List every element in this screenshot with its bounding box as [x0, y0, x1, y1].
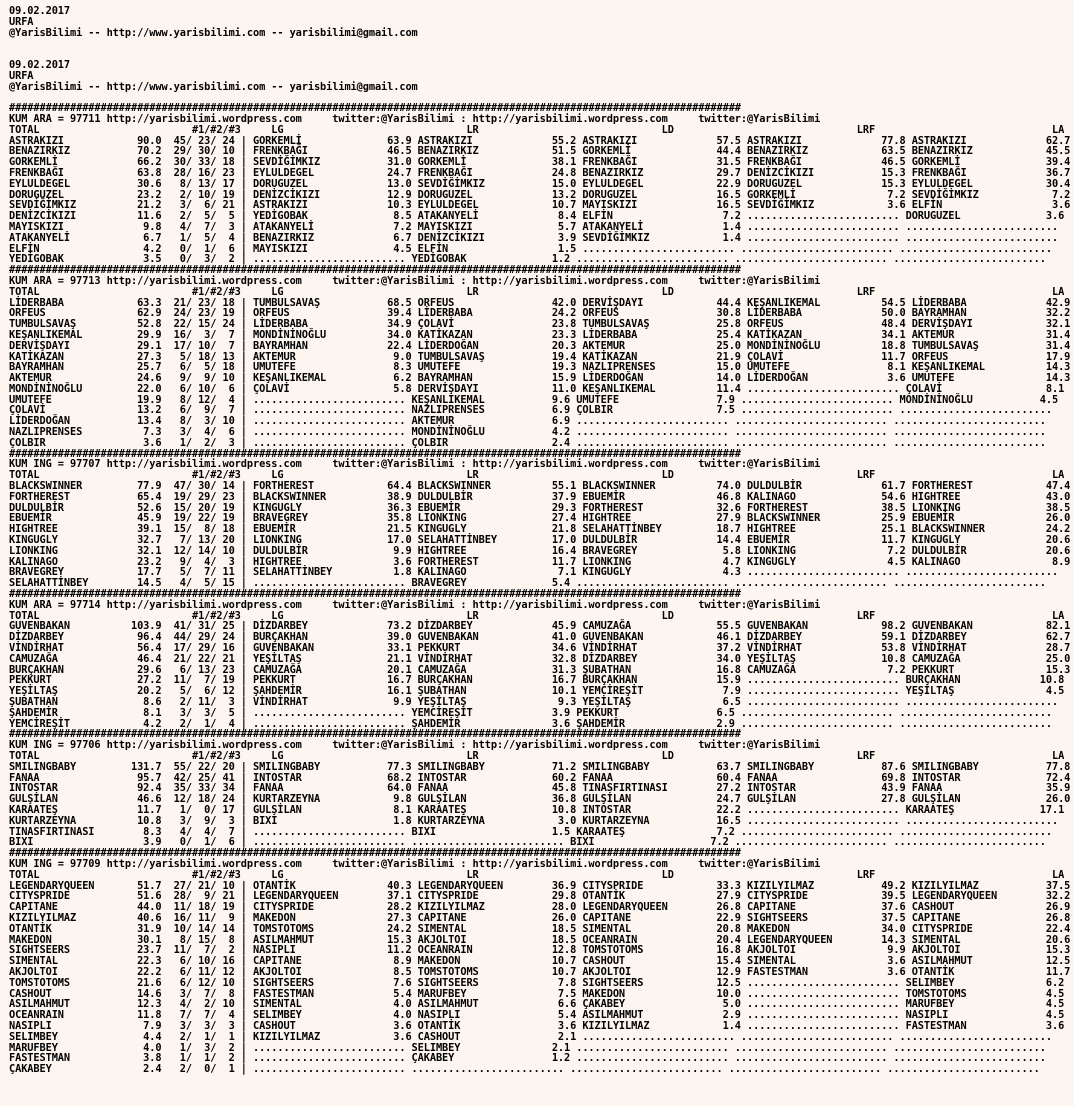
horse-row: CAPITANE 44.0 11/ 18/ 19 | CITYSPRIDE 28.2 KIZILYILMAZ 28.0 LEGENDARYQUEEN 26.8 CAPITANE 37.6 CASHOUT 26.9	[9, 901, 1071, 914]
horse-row: ÇAKABEY 2.4 2/ 0/ 1 | ......................... ......................... ......................... ......................... .........................	[9, 1063, 1040, 1076]
horse-row: KEŞANLIKEMAL 29.9 16/ 3/ 7 | MONDİNİNOĞLU 34.0 KATİKAZAN 23.3 LİDERBABA 25.4 KATİKAZAN 34.1 AKTEMUR 31.4	[9, 328, 1071, 341]
section-title: KUM ARA = 97714 http://yarisbilimi.wordpress.com twitter:@YarisBilimi : http://yarisbilimi.wordpress.com twitter:@YarisBilimi	[9, 598, 821, 611]
header-city-repeat: URFA	[9, 69, 34, 82]
horse-row: ŞUBATHAN 8.6 2/ 11/ 3 | VİNDİRHAT 9.9 YEŞİLTAŞ 9.3 YEŞİLTAŞ 6.5 ......................... .........................	[9, 696, 1059, 708]
horse-row: LİDERBABA 63.3 21/ 23/ 18 | TUMBULSAVAŞ 68.5 ORFEUS 42.0 DERVİŞDAYI 44.4 KEŞANLIKEMAL 54.5 LİDERBABA 42.9	[9, 296, 1071, 309]
section-column-header: TOTAL #1/#2/#3 LG LR LD LRF LA	[9, 609, 1065, 622]
horse-row: DERVİŞDAYI 29.1 17/ 10/ 7 | BAYRAMHAN 22.4 LİDERDOĞAN 20.3 AKTEMUR 25.0 MONDİNİNOĞLU 18.8 TUMBULSAVAŞ 31.4	[9, 339, 1071, 352]
horse-row: MAYISKIZI 9.8 4/ 7/ 3 | ATAKANYELİ 7.2 MAYISKIZI 5.7 ATAKANYELİ 1.4 ......................... .........................	[9, 220, 1059, 233]
horse-row: FRENKBAĞI 63.8 28/ 16/ 23 | EYLULDEGEL 24.7 FRENKBAĞI 24.8 BENAZIRKIZ 29.7 DENİZCİKIZI 15.3 FRENKBAĞI 36.7	[9, 166, 1071, 179]
horse-row: DİZDARBEY 96.4 44/ 29/ 24 | BURÇAKHAN 39.0 GUVENBAKAN 41.0 GUVENBAKAN 46.1 DİZDARBEY 59.1 DİZDARBEY 62.7	[9, 631, 1071, 644]
horse-row: INTOSTAR 92.4 35/ 33/ 34 | FANAA 64.0 FANAA 45.8 TINASFIRTINASI 27.2 INTOSTAR 43.9 FANAA 35.9	[9, 782, 1071, 795]
horse-row: ŞAHDEMİR 8.1 3/ 3/ 5 | ......................... YEMCİREŞİT 3.9 PEKKURT 6.5 ......................... .........................	[9, 706, 1052, 719]
horse-row: SEVDİĞİMKIZ 21.2 3/ 6/ 21 | ASTRAKIZI 10.3 EYLULDEGEL 10.7 MAYISKIZI 16.5 SEVDİĞİMKIZ 3.6 ELFİN 3.6	[9, 199, 1071, 212]
header-contact: @YarisBilimi -- http://www.yarisbilimi.com -- yarisbilimi@gmail.com	[9, 26, 418, 39]
horse-row: MARUFBEY 4.0 1/ 3/ 2 | ......................... SELIMBEY 2.1 ......................... ......................... .........................	[9, 1041, 1046, 1054]
horse-row: CITYSPRIDE 51.6 28/ 9/ 21 | LEGENDARYQUEEN 37.1 CITYSPRIDE 29.8 OTANTİK 27.9 CITYSPRIDE 39.5 LEGENDARYQUEEN 32.2	[9, 890, 1071, 903]
horse-row: ELFİN 4.2 0/ 1/ 6 | MAYISKIZI 4.5 ELFİN 1.5 ......................... ......................... .........................	[9, 242, 1052, 255]
race-sections	[9, 103, 1069, 1075]
horse-row: ASILMAHMUT 12.3 4/ 2/ 10 | SIMENTAL 4.0 ASILMAHMUT 6.6 ÇAKABEY 5.0 ......................... MARUFBEY 4.5	[9, 998, 1065, 1011]
race-section	[9, 265, 1069, 449]
horse-row: ÇOLBIR 3.6 1/ 2/ 3 | ......................... ÇOLBIR 2.4 ......................... ......................... .........................	[9, 436, 1046, 449]
race-section	[9, 848, 1069, 1075]
horse-row: MONDİNİNOĞLU 22.0 6/ 10/ 6 | ÇOLAVİ 5.8 DERVİŞDAYI 11.0 KEŞANLIKEMAL 11.4 ......................... ÇOLAVİ 8.1	[9, 382, 1065, 395]
horse-row: BAYRAMHAN 25.7 6/ 5/ 18 | UMUTEFE 8.3 UMUTEFE 19.3 NAZLIPRENSES 15.0 UMUTEFE 8.1 KEŞANLIKEMAL 14.3	[9, 361, 1071, 374]
horse-row: SELAHATTİNBEY 14.5 4/ 5/ 15 | ......................... BRAVEGREY 5.4 ......................... ......................... .........................	[9, 577, 1046, 590]
horse-row: GULŞİLAN 46.6 12/ 18/ 24 | KURTARZEYNA 9.8 GULŞİLAN 36.8 GULŞİLAN 24.7 GULŞİLAN 27.8 GULŞİLAN 26.0	[9, 793, 1071, 806]
horse-row: KARAATEŞ 11.7 1/ 0/ 17 | GULŞİLAN 8.1 KARAATEŞ 10.8 INTOSTAR 22.2 ......................... KARAATEŞ 17.1	[9, 803, 1065, 816]
header-spacer	[9, 38, 1069, 60]
race-section	[9, 589, 1069, 729]
section-separator: ########################################################################################################################	[9, 265, 741, 276]
header-spacer-2	[9, 92, 1069, 103]
horse-row: HIGHTREE 39.1 15/ 8/ 18 | EBUEMİR 21.5 KINGUGLY 21.8 SELAHATTİNBEY 18.7 HIGHTREE 25.1 BLACKSWINNER 24.2	[9, 523, 1071, 536]
horse-row: UMUTEFE 19.9 8/ 12/ 4 | ......................... KEŞANLIKEMAL 9.6 UMUTEFE 7.9 ......................... MONDİNİNOĞLU 4.5	[9, 393, 1059, 406]
horse-row: AKJOLTOI 22.2 6/ 11/ 12 | AKJOLTOI 8.5 TOMSTOTOMS 10.7 AKJOLTOI 12.9 FASTESTMAN 3.6 OTANTİK 11.7	[9, 965, 1071, 978]
horse-row: KIZILYILMAZ 40.6 16/ 11/ 9 | MAKEDON 27.3 CAPITANE 26.0 CAPITANE 22.9 SIGHTSEERS 37.5 CAPITANE 26.8	[9, 911, 1071, 924]
horse-row: BENAZIRKIZ 70.2 29/ 30/ 10 | FRENKBAĞI 46.5 BENAZIRKIZ 51.5 GORKEMLİ 44.4 BENAZIRKIZ 63.5 BENAZIRKIZ 45.5	[9, 145, 1071, 158]
horse-row: FANAA 95.7 42/ 25/ 41 | INTOSTAR 68.2 INTOSTAR 60.2 FANAA 60.4 FANAA 69.8 INTOSTAR 72.4	[9, 771, 1071, 784]
horse-row: OCEANRAIN 11.8 7/ 7/ 4 | SELIMBEY 4.0 NASIPLI 5.4 ASILMAHMUT 2.9 ......................... NASIPLI 4.5	[9, 1009, 1065, 1022]
horse-row: LEGENDARYQUEEN 51.7 27/ 21/ 10 | OTANTİK 40.3 LEGENDARYQUEEN 36.9 CITYSPRIDE 33.3 KIZILYILMAZ 49.2 KIZILYILMAZ 37.5	[9, 879, 1071, 892]
section-title: KUM ARA = 97713 http://yarisbilimi.wordpress.com twitter:@YarisBilimi : http://yarisbilimi.wordpress.com twitter:@YarisBilimi	[9, 274, 821, 287]
horse-row: YEDİGOBAK 3.5 0/ 3/ 2 | ......................... YEDİGOBAK 1.2 ......................... ......................... .........................	[9, 253, 1046, 266]
section-title: KUM ING = 97709 http://yarisbilimi.wordpress.com twitter:@YarisBilimi : http://yarisbilimi.wordpress.com twitter:@YarisBilimi	[9, 857, 821, 870]
document	[9, 6, 1069, 1075]
horse-row: BLACKSWINNER 77.9 47/ 30/ 14 | FORTHEREST 64.4 BLACKSWINNER 55.1 BLACKSWINNER 74.0 DULDULBİR 61.7 FORTHEREST 47.4	[9, 480, 1071, 493]
horse-row: YEŞİLTAŞ 20.2 5/ 6/ 12 | ŞAHDEMİR 16.1 ŞUBATHAN 10.1 YEMCİREŞİT 7.9 ......................... YEŞİLTAŞ 4.5	[9, 685, 1065, 698]
section-column-header: TOTAL #1/#2/#3 LG LR LD LRF LA	[9, 749, 1065, 762]
horse-row: BURÇAKHAN 29.6 6/ 13/ 23 | CAMUZAĞA 20.1 CAMUZAĞA 31.3 ŞUBATHAN 16.8 CAMUZAĞA 7.2 PEKKURT 15.3	[9, 663, 1071, 676]
horse-row: DENİZCİKIZI 11.6 2/ 5/ 5 | YEDİGOBAK 8.5 ATAKANYELİ 8.4 ELFİN 7.2 ......................... DORUGUZEL 3.6	[9, 210, 1065, 223]
horse-row: ORFEUS 62.9 24/ 23/ 19 | ORFEUS 39.4 LİDERBABA 24.2 ORFEUS 30.8 LİDERBABA 50.0 BAYRAMHAN 32.2	[9, 307, 1071, 320]
horse-row: LIONKING 32.1 12/ 14/ 10 | DULDULBİR 9.9 HIGHTREE 16.4 BRAVEGREY 5.8 LIONKING 7.2 DULDULBİR 20.6	[9, 544, 1071, 557]
horse-row: NASIPLI 7.9 3/ 3/ 3 | CASHOUT 3.6 OTANTİK 3.6 KIZILYILMAZ 1.4 ......................... FASTESTMAN 3.6	[9, 1019, 1065, 1032]
header-contact-repeat: @YarisBilimi -- http://www.yarisbilimi.com -- yarisbilimi@gmail.com	[9, 80, 418, 93]
horse-row: FORTHEREST 65.4 19/ 29/ 23 | BLACKSWINNER 38.9 DULDULBİR 37.9 EBUEMİR 46.8 KALINAGO 54.6 HIGHTREE 43.0	[9, 490, 1071, 503]
horse-row: GUVENBAKAN 103.9 41/ 31/ 25 | DİZDARBEY 73.2 DİZDARBEY 45.9 CAMUZAĞA 55.5 GUVENBAKAN 98.2 GUVENBAKAN 82.1	[9, 620, 1071, 633]
section-column-header: TOTAL #1/#2/#3 LG LR LD LRF LA	[9, 123, 1065, 136]
horse-row: AKTEMUR 24.6 9/ 9/ 10 | KEŞANLIKEMAL 6.2 BAYRAMHAN 15.9 LİDERDOĞAN 14.0 LİDERDOĞAN 3.6 UMUTEFE 14.3	[9, 372, 1071, 385]
horse-row: MAKEDON 30.1 8/ 15/ 8 | ASILMAHMUT 15.3 AKJOLTOI 18.5 OCEANRAIN 20.4 LEGENDARYQUEEN 14.3 SIMENTAL 20.6	[9, 933, 1071, 946]
horse-row: EBUEMİR 45.9 19/ 22/ 19 | BRAVEGREY 35.8 LIONKING 27.4 HIGHTREE 27.9 BLACKSWINNER 25.9 EBUEMİR 26.0	[9, 512, 1071, 525]
section-column-header: TOTAL #1/#2/#3 LG LR LD LRF LA	[9, 868, 1065, 881]
horse-row: CAMUZAĞA 46.4 21/ 22/ 21 | YEŞİLTAŞ 21.1 VİNDİRHAT 32.8 DİZDARBEY 34.0 YEŞİLTAŞ 10.8 CAMUZAĞA 25.0	[9, 652, 1071, 665]
horse-row: LİDERDOĞAN 13.4 8/ 3/ 10 | ......................... AKTEMUR 6.9 ......................... ......................... .........................	[9, 415, 1046, 428]
horse-row: YEMCİREŞİT 4.2 2/ 1/ 4 | ......................... ŞAHDEMİR 3.6 ŞAHDEMİR 2.9 ......................... .........................	[9, 717, 1052, 730]
horse-row: TINASFIRTINASI 8.3 4/ 4/ 7 | ......................... BIXI 1.5 KARAATEŞ 7.2 ......................... .........................	[9, 825, 1052, 838]
section-title: KUM ING = 97707 http://yarisbilimi.wordpress.com twitter:@YarisBilimi : http://yarisbilimi.wordpress.com twitter:@YarisBilimi	[9, 458, 821, 471]
section-column-header: TOTAL #1/#2/#3 LG LR LD LRF LA	[9, 285, 1065, 298]
horse-row: GORKEMLİ 66.2 30/ 33/ 18 | SEVDİĞİMKIZ 31.0 GORKEMLİ 38.1 FRENKBAĞI 31.5 FRENKBAĞI 46.5 GORKEMLİ 39.4	[9, 156, 1071, 169]
section-separator: ########################################################################################################################	[9, 848, 741, 859]
header-date-repeat: 09.02.2017	[9, 58, 70, 71]
horse-row: SIGHTSEERS 23.7 11/ 7/ 2 | NASIPLI 11.2 OCEANRAIN 12.8 TOMSTOTOMS 16.8 AKJOLTOI 9.9 AKJOLTOI 15.3	[9, 944, 1071, 957]
horse-row: BRAVEGREY 17.7 5/ 7/ 11 | SELAHATTİNBEY 1.8 KALINAGO 7.1 KINGUGLY 4.3 ......................... .........................	[9, 566, 1059, 579]
horse-row: FASTESTMAN 3.8 1/ 1/ 2 | ......................... ÇAKABEY 1.2 ......................... ......................... .........................	[9, 1052, 1046, 1065]
horse-row: DULDULBİR 52.6 15/ 20/ 19 | KINGUGLY 36.3 EBUEMİR 29.3 FORTHEREST 32.6 FORTHEREST 38.5 LIONKING 38.5	[9, 501, 1071, 514]
horse-row: CASHOUT 14.6 3/ 7/ 8 | FASTESTMAN 5.4 MARUFBEY 7.5 MAKEDON 10.0 ......................... TOMSTOTOMS 4.5	[9, 987, 1065, 1000]
section-title: KUM ARA = 97711 http://yarisbilimi.wordpress.com twitter:@YarisBilimi : http://yarisbilimi.wordpress.com twitter:@YarisBilimi	[9, 112, 821, 125]
race-section	[9, 729, 1069, 848]
horse-row: SMILINGBABY 131.7 55/ 22/ 20 | SMILINGBABY 77.3 SMILINGBABY 71.2 SMILINGBABY 63.7 SMILINGBABY 87.6 SMILINGBABY 77.8	[9, 760, 1071, 773]
section-title: KUM ING = 97706 http://yarisbilimi.wordpress.com twitter:@YarisBilimi : http://yarisbilimi.wordpress.com twitter:@YarisBilimi	[9, 739, 821, 752]
horse-row: KINGUGLY 32.7 7/ 13/ 20 | LIONKING 17.0 SELAHATTİNBEY 17.0 DULDULBİR 14.4 EBUEMİR 11.7 KINGUGLY 20.6	[9, 534, 1071, 547]
horse-row: TOMSTOTOMS 21.6 6/ 12/ 10 | SIGHTSEERS 7.6 SIGHTSEERS 7.8 SIGHTSEERS 12.5 ......................... SELIMBEY 6.2	[9, 976, 1065, 989]
race-section	[9, 449, 1069, 589]
section-separator: ########################################################################################################################	[9, 448, 741, 460]
section-separator: ########################################################################################################################	[9, 729, 741, 741]
horse-row: DORUGUZEL 23.2 2/ 10/ 19 | DENİZCİKIZI 12.9 DORUGUZEL 13.2 DORUGUZEL 16.5 GORKEMLİ 7.2 SEVDİĞİMKIZ 7.2	[9, 188, 1071, 201]
horse-row: TUMBULSAVAŞ 52.8 22/ 15/ 24 | LİDERBABA 34.9 ÇOLAVİ 23.8 TUMBULSAVAŞ 25.8 ORFEUS 48.4 DERVİŞDAYI 32.1	[9, 318, 1071, 331]
horse-row: EYLULDEGEL 30.6 8/ 13/ 17 | DORUGUZEL 13.0 SEVDİĞİMKIZ 15.0 EYLULDEGEL 22.9 DORUGUZEL 15.3 EYLULDEGEL 30.4	[9, 177, 1071, 190]
race-section	[9, 103, 1069, 265]
horse-row: ÇOLAVİ 13.2 6/ 9/ 7 | ......................... NAZLIPRENSES 6.9 ÇOLBIR 7.5 ......................... .........................	[9, 404, 1052, 417]
header-city: URFA	[9, 15, 34, 28]
horse-row: KATİKAZAN 27.3 5/ 18/ 13 | AKTEMUR 9.0 TUMBULSAVAŞ 19.4 KATİKAZAN 21.9 ÇOLAVİ 11.7 ORFEUS 17.9	[9, 350, 1071, 363]
horse-row: KALINAGO 23.2 9/ 4/ 3 | HIGHTREE 3.6 FORTHEREST 11.7 LIONKING 4.7 KINGUGLY 4.5 KALINAGO 8.9	[9, 555, 1071, 568]
horse-row: VİNDİRHAT 56.4 17/ 29/ 16 | GUVENBAKAN 33.1 PEKKURT 34.6 VİNDİRHAT 37.2 VİNDİRHAT 53.8 VİNDİRHAT 28.7	[9, 642, 1071, 655]
horse-row: OTANTİK 31.9 10/ 14/ 14 | TOMSTOTOMS 24.2 SIMENTAL 18.5 SIMENTAL 20.8 MAKEDON 34.0 CITYSPRIDE 22.4	[9, 922, 1071, 935]
header-date: 09.02.2017	[9, 5, 70, 17]
section-column-header: TOTAL #1/#2/#3 LG LR LD LRF LA	[9, 469, 1065, 482]
horse-row: ATAKANYELİ 6.7 1/ 5/ 4 | BENAZIRKIZ 6.7 DENİZCİKIZI 3.9 SEVDİĞİMKIZ 1.4 ......................... .........................	[9, 231, 1059, 244]
section-separator: ########################################################################################################################	[9, 103, 741, 114]
horse-row: NAZLIPRENSES 7.3 3/ 4/ 6 | ......................... MONDİNİNOĞLU 4.2 ......................... ......................... .........................	[9, 426, 1046, 439]
horse-row: PEKKURT 27.2 11/ 7/ 19 | PEKKURT 16.7 BURÇAKHAN 16.7 BURÇAKHAN 15.9 ......................... BURÇAKHAN 10.8	[9, 674, 1065, 687]
horse-row: ASTRAKIZI 90.0 45/ 23/ 24 | GORKEMLİ 63.9 ASTRAKIZI 55.2 ASTRAKIZI 57.5 ASTRAKIZI 77.8 ASTRAKIZI 62.7	[9, 134, 1071, 147]
horse-row: KURTARZEYNA 10.8 3/ 9/ 3 | BIXI 1.8 KURTARZEYNA 3.0 KURTARZEYNA 16.5 ......................... .........................	[9, 814, 1059, 827]
horse-row: SELIMBEY 4.4 2/ 1/ 1 | KIZILYILMAZ 3.6 CASHOUT 2.1 ......................... ......................... .........................	[9, 1030, 1052, 1043]
section-separator: ########################################################################################################################	[9, 589, 741, 600]
horse-row: BIXI 3.9 0/ 1/ 6 | ......................... ......................... BIXI 7.2 ......................... .........................	[9, 836, 1046, 849]
horse-row: SIMENTAL 22.3 6/ 10/ 16 | CAPITANE 8.9 MAKEDON 10.7 CASHOUT 15.4 SIMENTAL 3.6 ASILMAHMUT 12.5	[9, 955, 1071, 968]
